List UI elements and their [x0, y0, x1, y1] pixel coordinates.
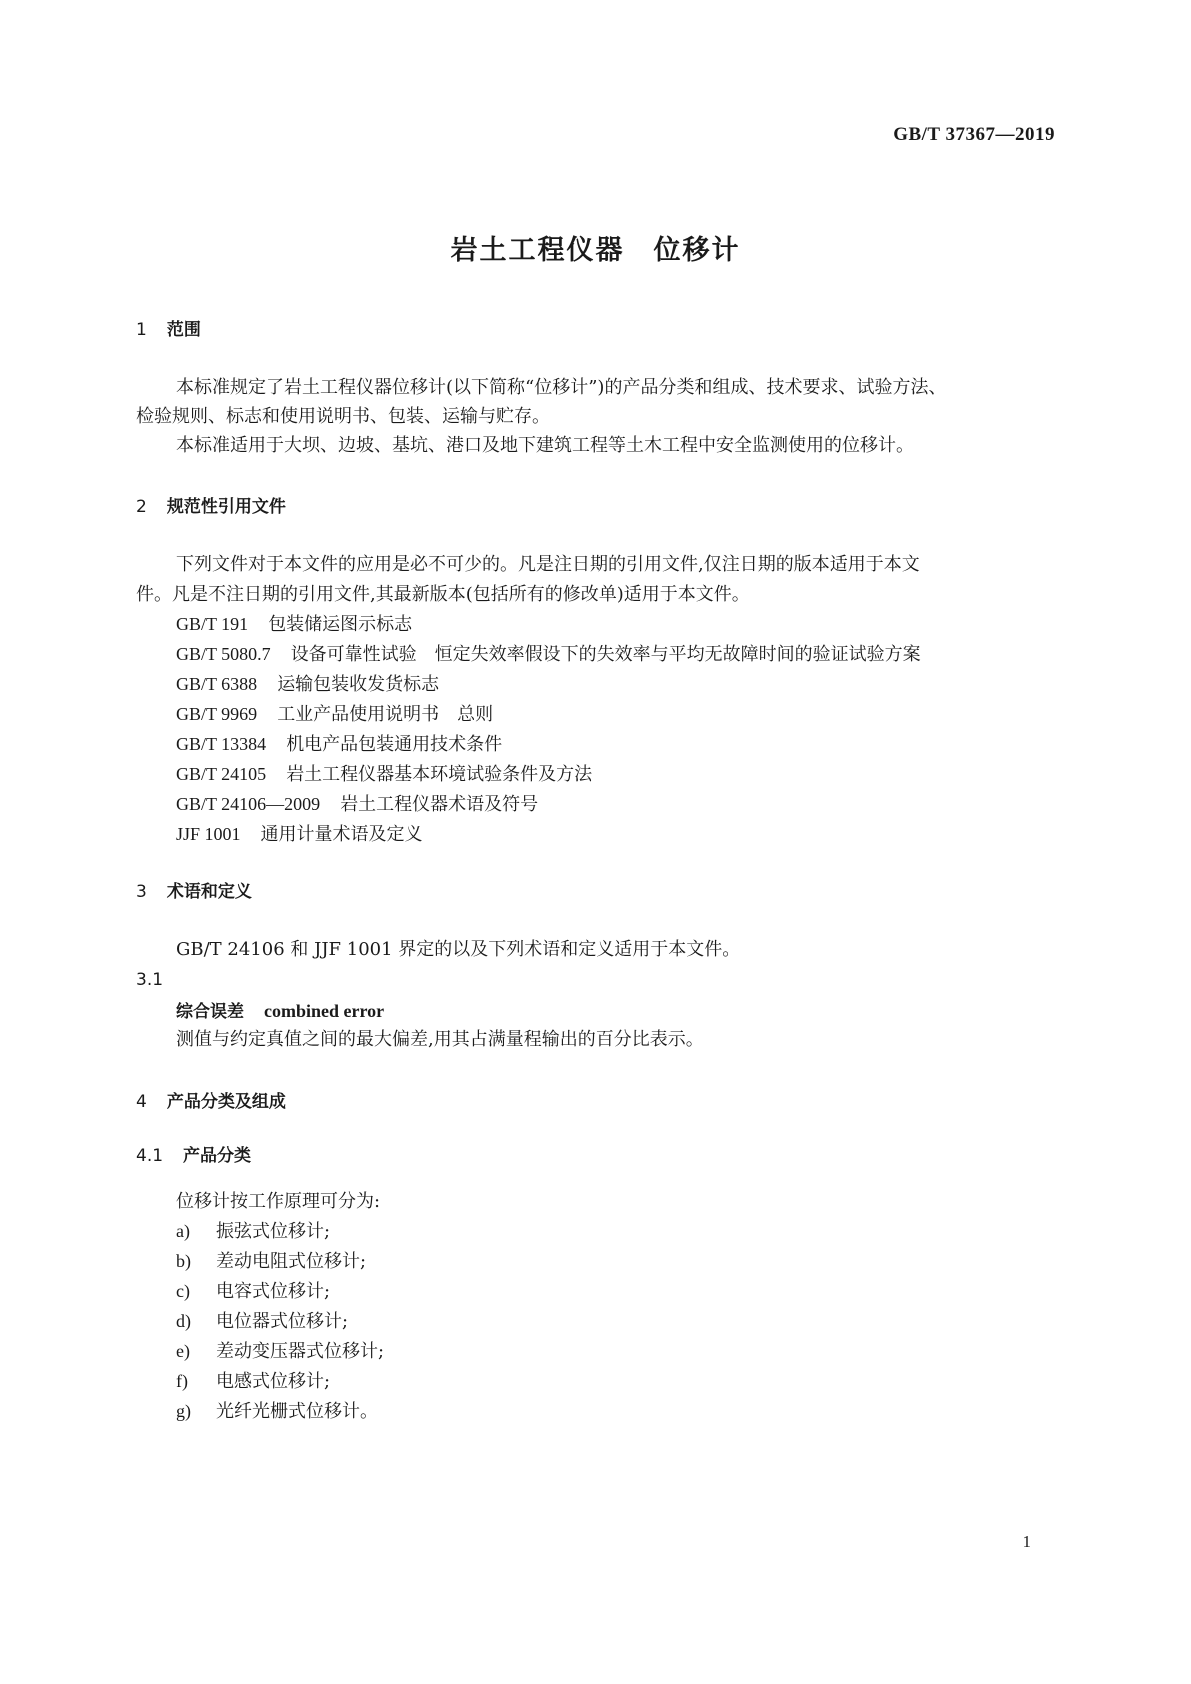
subsection-title: 产品分类	[183, 1146, 252, 1166]
list-marker: a)	[176, 1221, 190, 1241]
list-item	[176, 1219, 330, 1244]
standard-code: GB/T 37367—2019	[893, 124, 1055, 145]
term-heading	[176, 999, 384, 1024]
reference-item	[176, 642, 921, 667]
paragraph-line: 检验规则、标志和使用说明书、包装、运输与贮存。	[136, 406, 550, 427]
list-marker: c)	[176, 1281, 190, 1301]
section-2-heading	[136, 495, 286, 519]
subsection-number: 4.1	[136, 1146, 164, 1166]
reference-title: 运输包装收发货标志	[277, 674, 440, 695]
paragraph-line: 本标准规定了岩土工程仪器位移计(以下简称“位移计”)的产品分类和组成、技术要求、试验方法、	[176, 377, 947, 398]
reference-title: 包装储运图示标志	[268, 614, 413, 635]
page-number: 1	[1022, 1532, 1031, 1551]
reference-code: GB/T 5080.7	[176, 644, 271, 664]
reference-code: GB/T 24105	[176, 764, 267, 784]
reference-item	[176, 702, 493, 727]
list-text: 振弦式位移计;	[216, 1221, 331, 1242]
list-text: 差动电阻式位移计;	[216, 1251, 367, 1272]
reference-title: 机电产品包装通用技术条件	[286, 734, 503, 755]
list-text: 电感式位移计;	[216, 1371, 331, 1392]
list-marker: d)	[176, 1311, 191, 1331]
reference-item	[176, 612, 412, 637]
document-title: 岩土工程仪器 位移计	[450, 235, 741, 266]
term-definition: 测值与约定真值之间的最大偏差,用其占满量程输出的百分比表示。	[176, 1029, 704, 1050]
term-english: combined error	[264, 1001, 385, 1021]
reference-code: GB/T 6388	[176, 674, 258, 694]
reference-title: 工业产品使用说明书 总则	[277, 704, 494, 725]
reference-item	[176, 762, 592, 787]
list-marker: b)	[176, 1251, 191, 1271]
list-text: 电容式位移计;	[216, 1281, 331, 1302]
subsection-4-1-heading	[136, 1144, 251, 1168]
list-item	[176, 1279, 330, 1304]
list-marker: g)	[176, 1401, 191, 1421]
paragraph-line: 本标准适用于大坝、边坡、基坑、港口及地下建筑工程等土木工程中安全监测使用的位移计。	[176, 435, 914, 456]
list-marker: f)	[176, 1371, 188, 1391]
paragraph-line: GB/T 24106 和 JJF 1001 界定的以及下列术语和定义适用于本文件。	[176, 939, 741, 960]
term-chinese: 综合误差	[176, 1002, 244, 1022]
list-item	[176, 1249, 366, 1274]
reference-item	[176, 672, 439, 697]
section-title: 范围	[166, 320, 201, 340]
reference-code: GB/T 24106—2009	[176, 794, 321, 814]
list-item	[176, 1339, 384, 1364]
reference-title: 设备可靠性试验 恒定失效率假设下的失效率与平均无故障时间的验证试验方案	[290, 644, 921, 665]
term-number: 3.1	[136, 970, 164, 990]
reference-code: JJF 1001	[176, 824, 241, 844]
reference-code: GB/T 13384	[176, 734, 267, 754]
list-item	[176, 1369, 330, 1394]
list-item	[176, 1309, 348, 1334]
reference-item	[176, 822, 423, 847]
section-title: 规范性引用文件	[166, 497, 286, 517]
list-text: 光纤光栅式位移计。	[216, 1401, 378, 1422]
reference-code: GB/T 9969	[176, 704, 258, 724]
paragraph-line: 位移计按工作原理可分为:	[176, 1191, 381, 1212]
section-number: 3	[136, 882, 147, 902]
section-4-heading	[136, 1090, 286, 1114]
paragraph-line: 下列文件对于本文件的应用是必不可少的。凡是注日期的引用文件,仅注日期的版本适用于本文	[176, 554, 920, 575]
section-number: 2	[136, 497, 147, 517]
list-marker: e)	[176, 1341, 190, 1361]
section-title: 产品分类及组成	[166, 1092, 286, 1112]
section-3-heading	[136, 880, 252, 904]
reference-item	[176, 792, 538, 817]
section-1-heading	[136, 318, 201, 342]
list-text: 电位器式位移计;	[216, 1311, 349, 1332]
list-text: 差动变压器式位移计;	[216, 1341, 385, 1362]
section-number: 1	[136, 320, 147, 340]
list-item	[176, 1399, 378, 1424]
reference-title: 通用计量术语及定义	[260, 824, 423, 845]
reference-item	[176, 732, 502, 757]
reference-title: 岩土工程仪器基本环境试验条件及方法	[286, 764, 593, 785]
section-number: 4	[136, 1092, 147, 1112]
reference-code: GB/T 191	[176, 614, 249, 634]
section-title: 术语和定义	[166, 882, 252, 902]
reference-title: 岩土工程仪器术语及符号	[340, 794, 539, 815]
paragraph-line: 件。凡是不注日期的引用文件,其最新版本(包括所有的修改单)适用于本文件。	[136, 584, 750, 605]
